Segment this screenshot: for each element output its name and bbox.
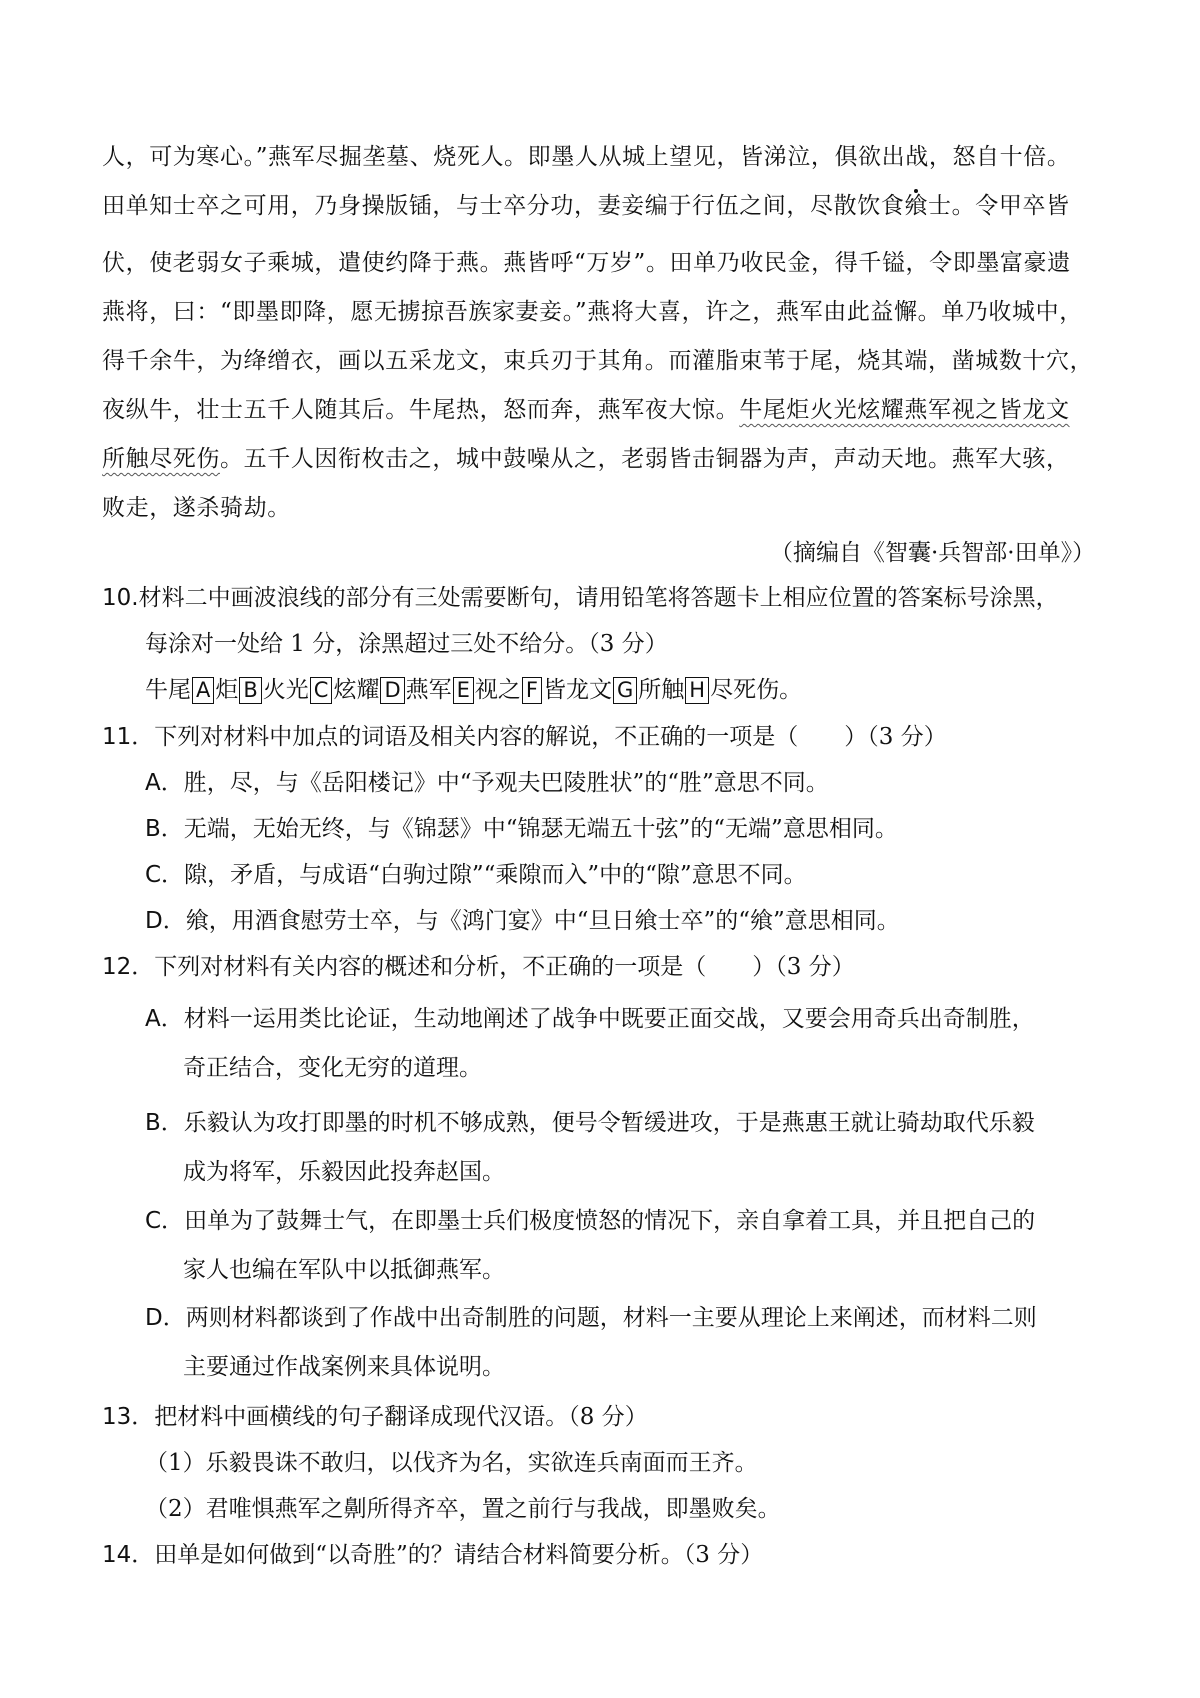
passage-line (102, 444, 1070, 474)
question-stem: 材料二中画波浪线的部分有三处需要断句，请用铅笔将答题卡上相应位置的答案标号涂黑， (138, 585, 1059, 611)
passage-line: 伏，使老弱女子乘城，遣使约降于燕。燕皆呼“万岁”。田单乃收民金，得千镒，令即墨富豪遗 (102, 250, 1071, 276)
question-10-line (102, 583, 1059, 613)
option-letter: C． (145, 862, 185, 888)
segment: 炬 (215, 677, 239, 703)
break-option-box[interactable]: C (310, 677, 333, 704)
option-b (145, 1108, 1035, 1138)
segment: 视之 (474, 677, 521, 703)
option-d-continued: 主要通过作战案例来具体说明。 (183, 1354, 505, 1380)
question-10-line: 每涂对一处给 1 分，涂黑超过三处不给分。（3 分） (145, 631, 668, 657)
option-letter: C． (145, 1208, 185, 1234)
translation-item-1: （1）乐毅畏诛不敢归，以伐齐为名，实欲连兵南面而王齐。 (145, 1450, 758, 1476)
segment: 皆龙文 (543, 677, 613, 703)
option-c (145, 860, 807, 890)
segment: 燕军 (405, 677, 452, 703)
option-d (145, 906, 900, 936)
question-stem: 下列对材料有关内容的概述和分析，不正确的一项是（ ）（3 分） (154, 954, 855, 980)
break-option-box[interactable]: H (685, 677, 709, 704)
break-option-box[interactable]: G (613, 677, 637, 704)
passage-source: （摘编自《智囊·兵智部·田单》） (770, 540, 1096, 566)
question-number: 10. (102, 585, 139, 611)
option-a-continued: 奇正结合，变化无穷的道理。 (183, 1055, 482, 1081)
option-text: 乐毅认为攻打即墨的时机不够成熟，便号令暂缓进攻，于是燕惠王就让骑劫取代乐毅 (183, 1110, 1035, 1136)
question-stem: 把材料中画横线的句子翻译成现代汉语。（8 分） (154, 1404, 648, 1430)
break-options (145, 675, 802, 705)
option-text: 无端，无始无终，与《锦瑟》中“锦瑟无端五十弦”的“无端”意思相同。 (183, 816, 898, 842)
option-letter: B． (145, 1110, 184, 1136)
question-number: 14． (102, 1542, 155, 1568)
segment: 火光 (262, 677, 309, 703)
option-c (145, 1206, 1035, 1236)
segment: 炫耀 (333, 677, 380, 703)
option-text: 田单为了鼓舞士气，在即墨士兵们极度愤怒的情况下，亲自拿着工具，并且把自己的 (184, 1208, 1036, 1234)
passage-line: 败走，遂杀骑劫。 (102, 495, 291, 521)
option-text: 隙，矛盾，与成语“白驹过隙”“乘隙而入”中的“隙”意思不同。 (184, 862, 807, 888)
passage-text: 士。令甲卒皆 (928, 193, 1070, 219)
passage-line (102, 191, 1070, 221)
option-letter: D． (145, 1305, 186, 1331)
question-12-stem (102, 952, 855, 982)
passage-text: 田单知士卒之可用，乃身操版锸，与士卒分功，妻妾编于行伍之间，尽散饮食 (102, 193, 905, 219)
passage-text: 。五千人因衔枚击之，城中鼓噪从之，老弱皆击铜器为声，声动天地。燕军大骇， (220, 446, 1070, 472)
break-option-box[interactable]: A (192, 677, 214, 704)
dotted-word: 飨 (904, 193, 929, 219)
question-11-stem (102, 722, 947, 752)
question-number: 13． (102, 1404, 155, 1430)
option-b-continued: 成为将军，乐毅因此投奔赵国。 (183, 1159, 505, 1185)
option-d (145, 1303, 1037, 1333)
option-c-continued: 家人也编在军队中以抵御燕军。 (183, 1257, 505, 1283)
option-letter: D． (145, 908, 186, 934)
passage-line: 得千余牛，为绛缯衣，画以五采龙文，束兵刃于其角。而灌脂束苇于尾，烧其端，凿城数十穴， (102, 348, 1094, 374)
passage-line (102, 395, 1070, 425)
passage-text: 夜纵牛，壮士五千人随其后。牛尾热，怒而奔，燕军夜大惊。 (102, 397, 740, 423)
question-number: 12． (102, 954, 155, 980)
question-number: 11． (102, 724, 155, 750)
question-14-stem (102, 1540, 763, 1570)
option-a (145, 768, 829, 798)
question-13-stem (102, 1402, 648, 1432)
segment: 尽死伤。 (710, 677, 803, 703)
segment: 牛尾 (145, 677, 191, 703)
translation-item-2: （2）君唯惧燕军之劓所得齐卒，置之前行与我战，即墨败矣。 (145, 1496, 781, 1522)
break-option-box[interactable]: F (522, 677, 542, 704)
break-option-box[interactable]: D (380, 677, 404, 704)
break-option-box[interactable]: E (453, 677, 474, 704)
option-letter: A． (145, 1006, 184, 1032)
option-letter: B． (145, 816, 184, 842)
passage-line: 燕将，曰：“即墨即降，愿无掳掠吾族家妻妾。”燕将大喜，许之，燕军由此益懈。单乃收城中， (102, 299, 1083, 325)
option-text: 材料一运用类比论证，生动地阐述了战争中既要正面交战，又要会用奇兵出奇制胜， (183, 1006, 1035, 1032)
option-a (145, 1004, 1035, 1034)
wavy-underlined-text: 所触尽死伤 (102, 446, 220, 472)
question-stem: 下列对材料中加点的词语及相关内容的解说，不正确的一项是（ ）（3 分） (154, 724, 947, 750)
wavy-underlined-text: 牛尾炬火光炫耀燕军视之皆龙文 (739, 397, 1070, 423)
option-text: 两则材料都谈到了作战中出奇制胜的问题，材料一主要从理论上来阐述，而材料二则 (185, 1305, 1037, 1331)
question-stem: 田单是如何做到“以奇胜”的？请结合材料简要分析。（3 分） (154, 1542, 764, 1568)
option-b (145, 814, 898, 844)
option-text: 胜，尽，与《岳阳楼记》中“予观夫巴陵胜状”的“胜”意思不同。 (183, 770, 829, 796)
passage-line: 人，可为寒心。”燕军尽掘垄墓、烧死人。即墨人从城上望见，皆涕泣，俱欲出战，怒自十倍。 (102, 144, 1071, 170)
option-text: 飨，用酒食慰劳士卒，与《鸿门宴》中“旦日飨士卒”的“飨”意思相同。 (185, 908, 900, 934)
segment: 所触 (638, 677, 685, 703)
option-letter: A． (145, 770, 184, 796)
break-option-box[interactable]: B (239, 677, 261, 704)
